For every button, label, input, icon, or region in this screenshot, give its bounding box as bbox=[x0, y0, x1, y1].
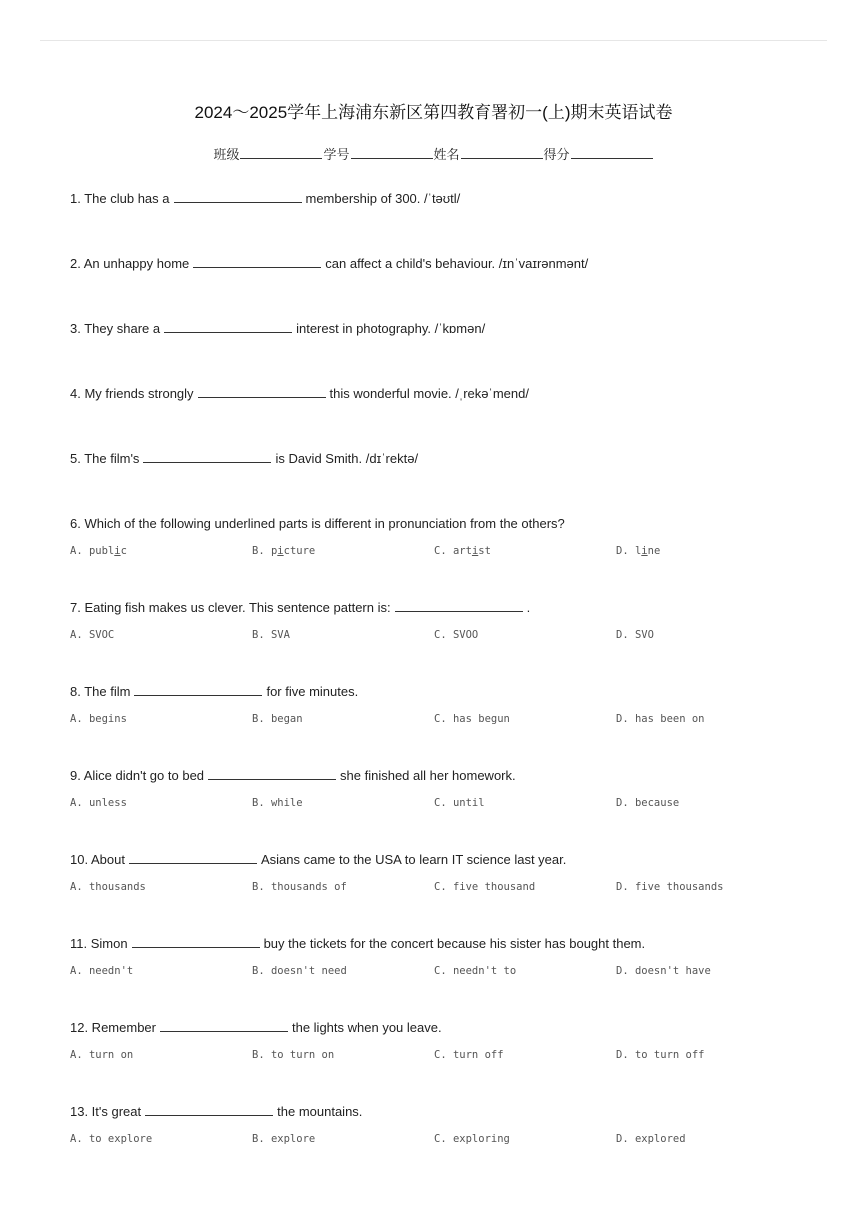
student-info-line bbox=[0, 144, 867, 163]
answer-blank[interactable] bbox=[143, 451, 271, 463]
question-text-before: 8. The film bbox=[70, 684, 131, 699]
answer-blank[interactable] bbox=[174, 191, 302, 203]
question-9 bbox=[70, 767, 827, 785]
option-a[interactable]: A. begins bbox=[70, 713, 127, 725]
question-text-before: 9. Alice didn't go to bed bbox=[70, 768, 205, 783]
exam-title: 2024～2025学年上海浦东新区第四教育署初一(上)期末英语试卷 bbox=[194, 103, 673, 122]
answer-blank[interactable] bbox=[395, 600, 523, 612]
question-text-before: 5. The film's bbox=[70, 451, 140, 466]
question-text-after: this wonderful movie. /ˌrekəˈmend/ bbox=[329, 386, 529, 401]
option-d[interactable]: D. has been on bbox=[616, 713, 705, 725]
option-c[interactable]: C. turn off bbox=[434, 1049, 504, 1061]
option-a[interactable]: A. to explore bbox=[70, 1133, 153, 1145]
option-a[interactable]: A. thousands bbox=[70, 881, 146, 893]
option-a[interactable]: A. SVOC bbox=[70, 629, 115, 641]
option-d[interactable]: D. because bbox=[616, 797, 680, 809]
option-text: st bbox=[478, 545, 491, 557]
option-b[interactable] bbox=[252, 545, 315, 557]
option-b[interactable]: B. began bbox=[252, 713, 303, 725]
option-c[interactable]: C. until bbox=[434, 797, 485, 809]
question-6 bbox=[70, 515, 827, 533]
question-11 bbox=[70, 935, 827, 953]
answer-blank[interactable] bbox=[132, 936, 260, 948]
option-c[interactable]: C. SVOO bbox=[434, 629, 479, 641]
answer-blank[interactable] bbox=[145, 1104, 273, 1116]
option-d[interactable] bbox=[616, 545, 660, 557]
question-text-after: . bbox=[526, 600, 531, 615]
option-a[interactable]: A. unless bbox=[70, 797, 127, 809]
question-text-after: membership of 300. /ˈtəʊtl/ bbox=[305, 191, 461, 206]
option-a[interactable] bbox=[70, 545, 127, 557]
class-label: 班级 bbox=[213, 147, 240, 162]
option-text: cture bbox=[283, 545, 316, 557]
question-text-before: 11. Simon bbox=[70, 936, 128, 951]
class-field[interactable] bbox=[240, 148, 322, 159]
underlined-letter: i bbox=[277, 545, 284, 557]
question-12 bbox=[70, 1019, 827, 1037]
number-field[interactable] bbox=[351, 148, 433, 159]
option-d[interactable]: D. explored bbox=[616, 1133, 686, 1145]
option-a[interactable]: A. needn't bbox=[70, 965, 134, 977]
option-c[interactable]: C. five thousand bbox=[434, 881, 536, 893]
option-a[interactable]: A. turn on bbox=[70, 1049, 134, 1061]
option-b[interactable]: B. doesn't need bbox=[252, 965, 347, 977]
question-text-before: 12. Remember bbox=[70, 1020, 156, 1035]
question-text-before: 13. It's great bbox=[70, 1104, 142, 1119]
answer-blank[interactable] bbox=[193, 256, 321, 268]
underlined-letter: i bbox=[641, 545, 648, 557]
name-field[interactable] bbox=[461, 148, 543, 159]
question-text-after: interest in photography. /ˈkɒmən/ bbox=[296, 321, 486, 336]
question-text-before: 1. The club has a bbox=[70, 191, 170, 206]
answer-blank[interactable] bbox=[208, 768, 336, 780]
score-label: 得分 bbox=[543, 147, 570, 162]
question-4 bbox=[70, 385, 827, 403]
option-d[interactable]: D. five thousands bbox=[616, 881, 724, 893]
option-d[interactable]: D. SVO bbox=[616, 629, 654, 641]
question-text-before: 4. My friends strongly bbox=[70, 386, 194, 401]
option-c[interactable]: C. exploring bbox=[434, 1133, 510, 1145]
answer-blank[interactable] bbox=[164, 321, 292, 333]
question-text-after: Asians came to the USA to learn IT science last year. bbox=[260, 852, 567, 867]
question-text-before: 2. An unhappy home bbox=[70, 256, 190, 271]
question-text-before: 10. About bbox=[70, 852, 125, 867]
question-text-before: 3. They share a bbox=[70, 321, 161, 336]
option-c[interactable]: C. has begun bbox=[434, 713, 510, 725]
option-b[interactable]: B. thousands of bbox=[252, 881, 347, 893]
question-text-after: buy the tickets for the concert because his sister has bought them. bbox=[263, 936, 646, 951]
question-2 bbox=[70, 255, 827, 273]
option-text: ne bbox=[647, 545, 661, 557]
option-text: C. art bbox=[434, 545, 472, 557]
answer-blank[interactable] bbox=[198, 386, 326, 398]
question-text-after: for five minutes. bbox=[266, 684, 359, 699]
name-label: 姓名 bbox=[433, 147, 460, 162]
option-b[interactable]: B. SVA bbox=[252, 629, 290, 641]
option-d[interactable]: D. to turn off bbox=[616, 1049, 705, 1061]
question-5 bbox=[70, 450, 827, 468]
underlined-letter: i bbox=[471, 545, 479, 557]
underlined-letter: i bbox=[114, 545, 121, 557]
answer-blank[interactable] bbox=[160, 1020, 288, 1032]
answer-blank[interactable] bbox=[129, 852, 257, 864]
option-text: c bbox=[120, 545, 127, 557]
option-b[interactable]: B. while bbox=[252, 797, 303, 809]
option-text: A. publ bbox=[70, 545, 115, 557]
question-text-after: the mountains. bbox=[277, 1104, 363, 1119]
question-7 bbox=[70, 599, 827, 617]
question-text-after: she finished all her homework. bbox=[340, 768, 516, 783]
question-1 bbox=[70, 190, 827, 208]
question-10 bbox=[70, 851, 827, 869]
question-text-after: the lights when you leave. bbox=[291, 1020, 442, 1035]
option-b[interactable]: B. explore bbox=[252, 1133, 316, 1145]
score-field[interactable] bbox=[571, 148, 653, 159]
question-8 bbox=[70, 683, 827, 701]
question-text-before: 7. Eating fish makes us clever. This sentence pattern is: bbox=[70, 600, 391, 615]
answer-blank[interactable] bbox=[134, 684, 262, 696]
question-text-after: can affect a child's behaviour. /ɪnˈvaɪrənmənt/ bbox=[325, 256, 589, 271]
question-text: 6. Which of the following underlined parts is different in pronunciation from the others? bbox=[70, 516, 565, 531]
option-c[interactable] bbox=[434, 545, 491, 557]
question-13 bbox=[70, 1103, 827, 1121]
number-label: 学号 bbox=[323, 147, 350, 162]
option-text: D. l bbox=[616, 545, 642, 557]
question-3 bbox=[70, 320, 827, 338]
option-b[interactable]: B. to turn on bbox=[252, 1049, 335, 1061]
option-text: B. p bbox=[252, 545, 278, 557]
question-text-after: is David Smith. /dɪˈrektə/ bbox=[275, 451, 419, 466]
option-d[interactable]: D. doesn't have bbox=[616, 965, 711, 977]
option-c[interactable]: C. needn't to bbox=[434, 965, 517, 977]
top-divider bbox=[40, 40, 827, 41]
